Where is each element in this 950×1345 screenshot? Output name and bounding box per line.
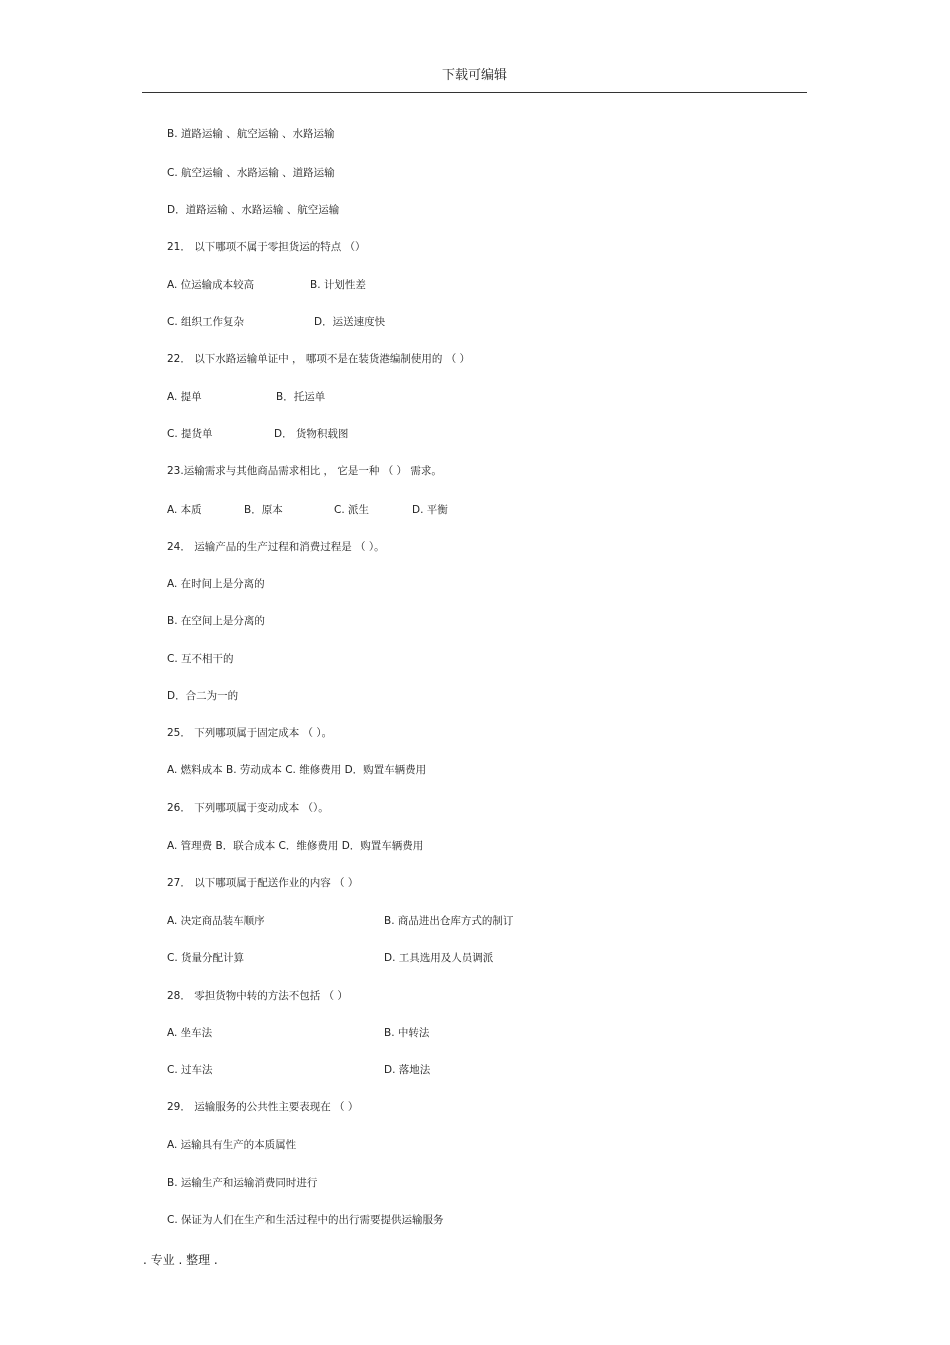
- option-text: A. 本质: [167, 504, 202, 516]
- option-text: C. 派生: [334, 504, 370, 516]
- option-text: C. 航空运输 、水路运输 、道路运输: [167, 167, 335, 179]
- footer-text: . 专业 . 整理 .: [143, 1253, 218, 1267]
- option-text: B. 中转法: [384, 1027, 430, 1039]
- question-text: 26． 下列哪项属于变动成本 （）。: [167, 802, 329, 814]
- option-text: C. 互不相干的: [167, 653, 234, 665]
- option-text: C. 保证为人们在生产和生活过程中的出行需要提供运输服务: [167, 1214, 444, 1226]
- option-text: A. 管理费 B．联合成本 C．维修费用 D．购置车辆费用: [167, 840, 424, 852]
- option-text: D．运送速度快: [314, 316, 386, 328]
- question-text: 28． 零担货物中转的方法不包括 （ ）: [167, 990, 348, 1002]
- question-text: 23.运输需求与其他商品需求相比 ， 它是一种 （ ） 需求。: [167, 465, 442, 477]
- option-text: C. 组织工作复杂: [167, 316, 245, 328]
- option-text: A. 位运输成本较高: [167, 279, 255, 291]
- option-text: B. 道路运输 、航空运输 、水路运输: [167, 128, 335, 140]
- option-text: D. 平衡: [412, 504, 448, 516]
- question-text: 27． 以下哪项属于配送作业的内容 （ ）: [167, 877, 359, 889]
- option-text: C. 提货单: [167, 428, 213, 440]
- question-text: 21． 以下哪项不属于零担货运的特点 （）: [167, 241, 366, 253]
- option-text: B. 计划性差: [310, 279, 366, 291]
- question-text: 24． 运输产品的生产过程和消费过程是 （ ）。: [167, 541, 385, 553]
- option-text: D. 落地法: [384, 1064, 431, 1076]
- question-text: 25． 下列哪项属于固定成本 （ ）。: [167, 727, 333, 739]
- header-title: 下载可编辑: [441, 68, 507, 83]
- option-text: B．托运单: [276, 391, 326, 403]
- question-text: 22． 以下水路运输单证中 ， 哪项不是在装货港编制使用的 （ ）: [167, 353, 471, 365]
- option-text: A. 在时间上是分离的: [167, 578, 265, 590]
- option-text: A. 决定商品装车顺序: [167, 915, 265, 927]
- option-text: A. 坐车法: [167, 1027, 213, 1039]
- option-text: B. 商品进出仓库方式的制订: [384, 915, 514, 927]
- option-text: D． 货物积载图: [274, 428, 349, 440]
- option-text: B．原本: [244, 504, 283, 516]
- option-text: A. 提单: [167, 391, 202, 403]
- page-header: [142, 66, 807, 93]
- option-text: D. 工具选用及人员调派: [384, 952, 494, 964]
- option-text: C. 过车法: [167, 1064, 213, 1076]
- option-text: A. 运输具有生产的本质属性: [167, 1139, 297, 1151]
- page-footer: [143, 1252, 218, 1268]
- option-text: B. 运输生产和运输消费同时进行: [167, 1177, 318, 1189]
- option-text: D．道路运输 、水路运输 、航空运输: [167, 204, 340, 216]
- question-text: 29． 运输服务的公共性主要表现在 （ ）: [167, 1101, 359, 1113]
- option-text: D．合二为一的: [167, 690, 239, 702]
- option-text: B. 在空间上是分离的: [167, 615, 265, 627]
- option-text: C. 货量分配计算: [167, 952, 245, 964]
- option-text: A. 燃料成本 B. 劳动成本 C. 维修费用 D．购置车辆费用: [167, 764, 427, 776]
